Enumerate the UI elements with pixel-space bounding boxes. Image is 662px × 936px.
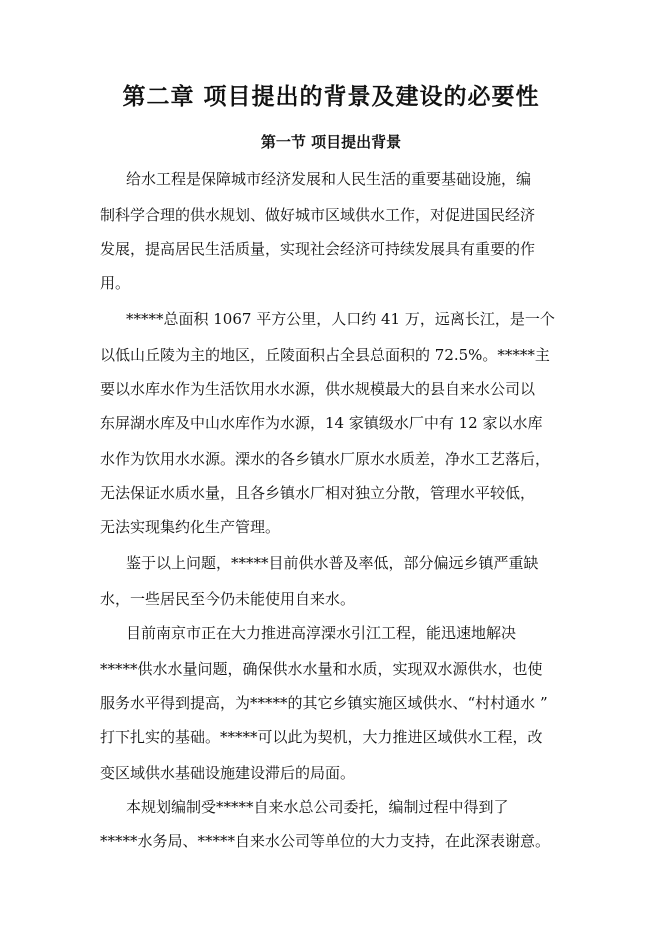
paragraph-line: 给水工程是保障城市经济发展和人民生活的重要基础设施，编 (126, 170, 532, 188)
paragraph-line: *****供水水量问题，确保供水水量和水质，实现双水源供水，也使 (100, 660, 543, 678)
paragraph-line: 变区域供水基础设施建设滞后的局面。 (100, 764, 356, 782)
paragraph-line: 无法实现集约化生产管理。 (100, 518, 281, 536)
paragraph-line: 发展，提高居民生活质量，实现社会经济可持续发展具有重要的作 (100, 240, 536, 258)
paragraph-line: *****总面积 1067 平方公里，人口约 41 万，远离长江，是一个 (126, 310, 555, 328)
paragraph-line: 无法保证水质水量，且各乡镇水厂相对独立分散，管理水平较低， (100, 484, 536, 502)
paragraph-line: 目前南京市正在大力推进高淳溧水引江工程，能迅速地解决 (126, 624, 517, 642)
paragraph-line: 用。 (100, 274, 131, 292)
paragraph-line: 本规划编制受*****自来水总公司委托，编制过程中得到了 (126, 798, 509, 816)
chapter-title: 第二章 项目提出的背景及建设的必要性 (122, 83, 540, 110)
paragraph-line: 服务水平得到提高，为*****的其它乡镇实施区域供水、“村村通水 ” (100, 694, 548, 712)
paragraph-line: 以低山丘陵为主的地区，丘陵面积占全县总面积的 72.5%。*****主 (100, 346, 550, 364)
paragraph-line: 鉴于以上问题，*****目前供水普及率低，部分偏远乡镇严重缺 (126, 554, 539, 572)
section-title: 第一节 项目提出背景 (260, 133, 402, 151)
paragraph-line: 水作为饮用水水源。溧水的各乡镇水厂原水水质差，净水工艺落后， (100, 450, 551, 468)
paragraph-line: 制科学合理的供水规划、做好城市区域供水工作，对促进国民经济 (100, 206, 536, 224)
paragraph-line: 水，一些居民至今仍未能使用自来水。 (100, 590, 356, 608)
paragraph-line: *****水务局、*****自来水公司等单位的大力支持，在此深表谢意。 (100, 832, 551, 850)
paragraph-line: 打下扎实的基础。*****可以此为契机，大力推进区域供水工程，改 (100, 728, 543, 746)
paragraph-line: 要以水库水作为生活饮用水水源，供水规模最大的县自来水公司以 (100, 380, 536, 398)
paragraph-line: 东屏湖水库及中山水库作为水源，14 家镇级水厂中有 12 家以水库 (100, 414, 543, 432)
